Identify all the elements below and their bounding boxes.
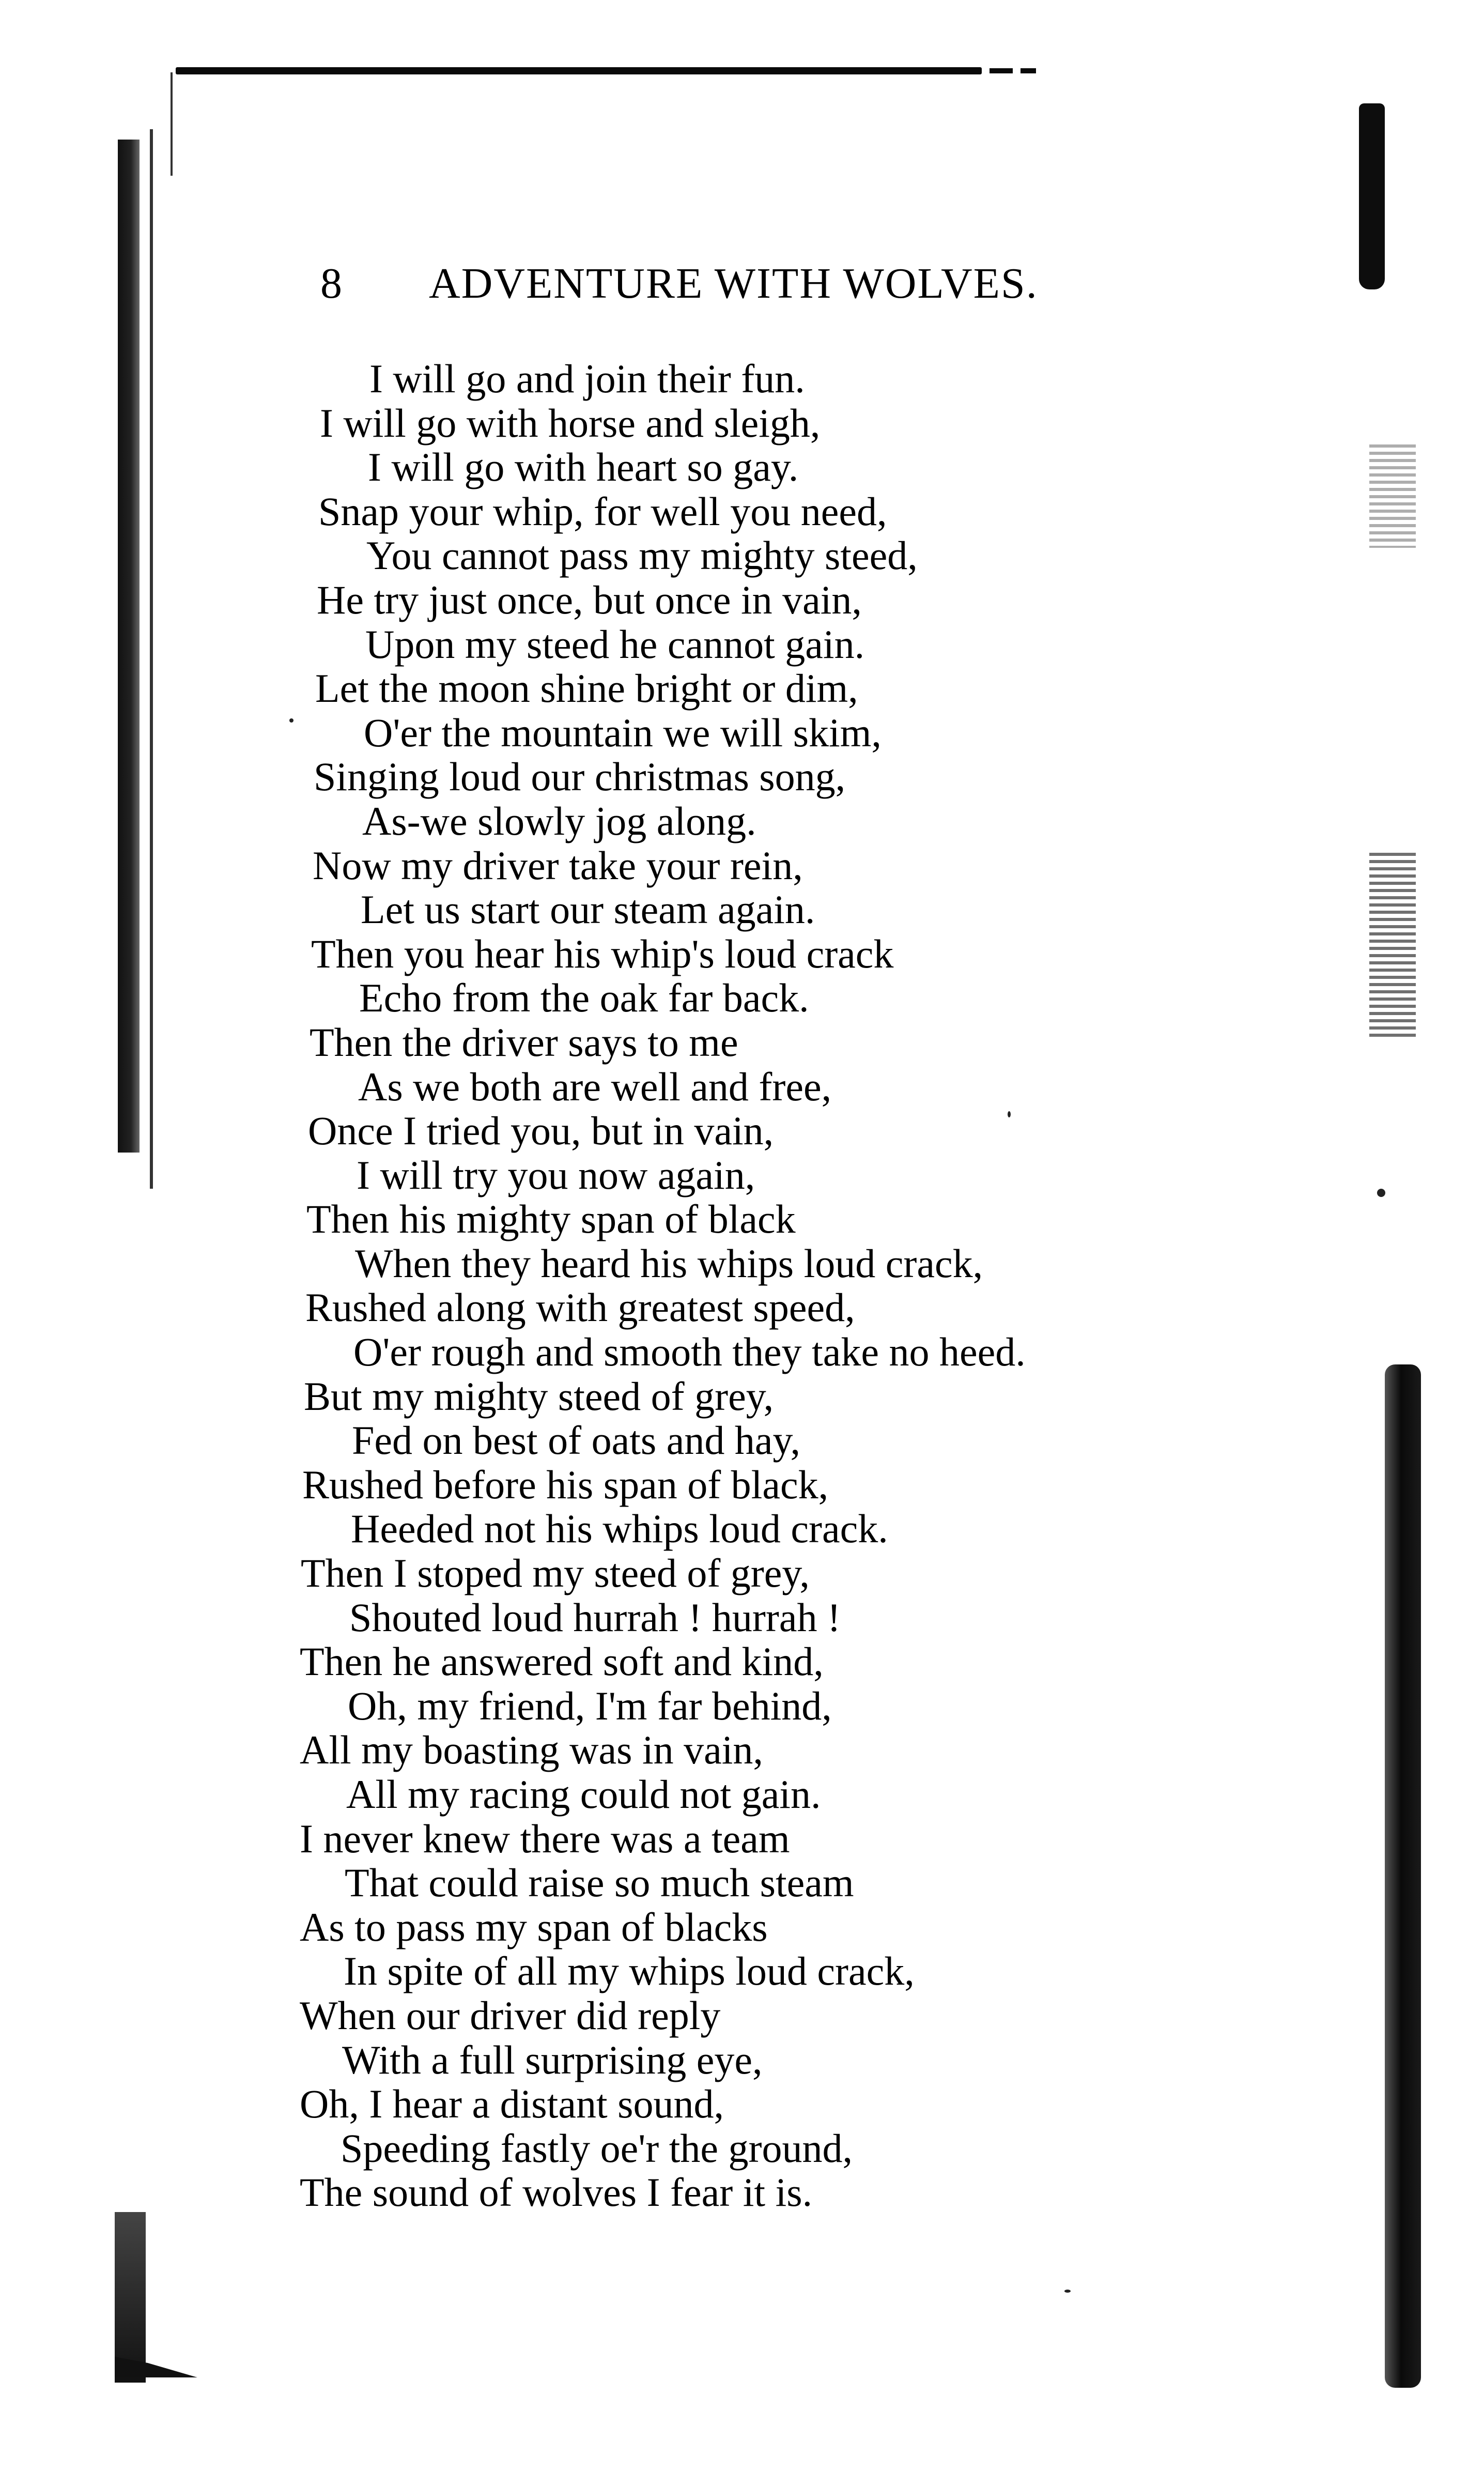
scan-speck [289,718,293,723]
left-bottom-corner-shadow [115,2357,197,2377]
poem-line: As-we slowly jog along. [362,798,756,843]
left-page-edge [171,72,173,176]
poem-line: In spite of all my whips loud crack, [344,1948,915,1994]
poem-line: Now my driver take your rein, [313,842,803,888]
top-page-edge-dash [1021,68,1036,73]
poem-line: I will go with horse and sleigh, [320,400,821,446]
poem-line: Then the driver says to me [310,1019,738,1065]
poem-line: With a full surprising eye, [342,2037,763,2082]
top-page-edge-dash [990,68,1013,73]
poem-line: Speeding fastly oe'r the ground, [341,2125,853,2171]
poem-line: As we both are well and free, [358,1064,832,1109]
poem-line: As to pass my span of blacks [300,1904,768,1949]
running-title: ADVENTURE WITH WOLVES. [429,259,1038,308]
poem-line: All my racing could not gain. [346,1772,821,1817]
right-edge-noise [1369,853,1416,1039]
poem-line: I will try you now again, [357,1152,755,1198]
poem-line: O'er the mountain we will skim, [364,710,882,755]
poem-line: Then his mighty span of black [306,1196,796,1242]
left-binding-line [150,129,153,1189]
right-top-edge-shadow [1359,103,1385,289]
left-bottom-shadow [115,2212,146,2383]
right-bottom-edge-shadow [1385,1364,1421,2388]
poem-line: Then you hear his whip's loud crack [311,931,894,976]
poem-line: Once I tried you, but in vain, [308,1108,774,1154]
poem-line: Oh, my friend, I'm far behind, [348,1683,832,1728]
poem-line: I never knew there was a team [300,1816,790,1861]
poem-line: Singing loud our christmas song, [314,754,846,800]
poem-line: I will go and join their fun. [369,356,805,401]
poem-line: O'er rough and smooth they take no heed. [353,1329,1026,1375]
running-header [320,258,1121,320]
poem-line: Let the moon shine bright or dim, [315,666,858,711]
left-binding-shadow [118,140,140,1153]
poem-line: Upon my steed he cannot gain. [365,621,865,667]
poem-line: Shouted loud hurrah ! hurrah ! [349,1594,841,1640]
poem-line: Rushed before his span of black, [302,1462,829,1507]
poem-line: You cannot pass my mighty steed, [366,533,918,578]
poem-line: Echo from the oak far back. [359,975,809,1021]
poem-line: Then I stoped my steed of grey, [301,1550,810,1596]
poem-line: Oh, I hear a distant sound, [300,2081,724,2127]
poem-line: Rushed along with greatest speed, [305,1285,855,1330]
poem-line: Heeded not his whips loud crack. [351,1506,888,1552]
poem-line: When they heard his whips loud crack, [355,1240,983,1286]
poem-line: Snap your whip, for well you need, [318,488,887,534]
poem-line: He try just once, but once in vain, [317,577,862,622]
poem-body [300,357,1178,2215]
poem-line: All my boasting was in vain, [300,1727,763,1773]
right-edge-noise [1369,444,1416,548]
poem-line: When our driver did reply [300,1992,721,2038]
poem-line: That could raise so much steam [345,1860,854,1906]
scan-speck [1064,2290,1071,2293]
poem-line: The sound of wolves I fear it is. [300,2170,813,2215]
poem-line: Let us start our steam again. [361,887,815,932]
page-number: 8 [320,259,343,308]
poem-line: But my mighty steed of grey, [304,1373,774,1419]
top-page-edge-rule [176,67,982,74]
poem-line: Then he answered soft and kind, [300,1639,824,1684]
scan-speck [1377,1189,1385,1197]
poem-line: Fed on best of oats and hay, [352,1418,800,1463]
poem-line: I will go with heart so gay. [368,444,799,490]
